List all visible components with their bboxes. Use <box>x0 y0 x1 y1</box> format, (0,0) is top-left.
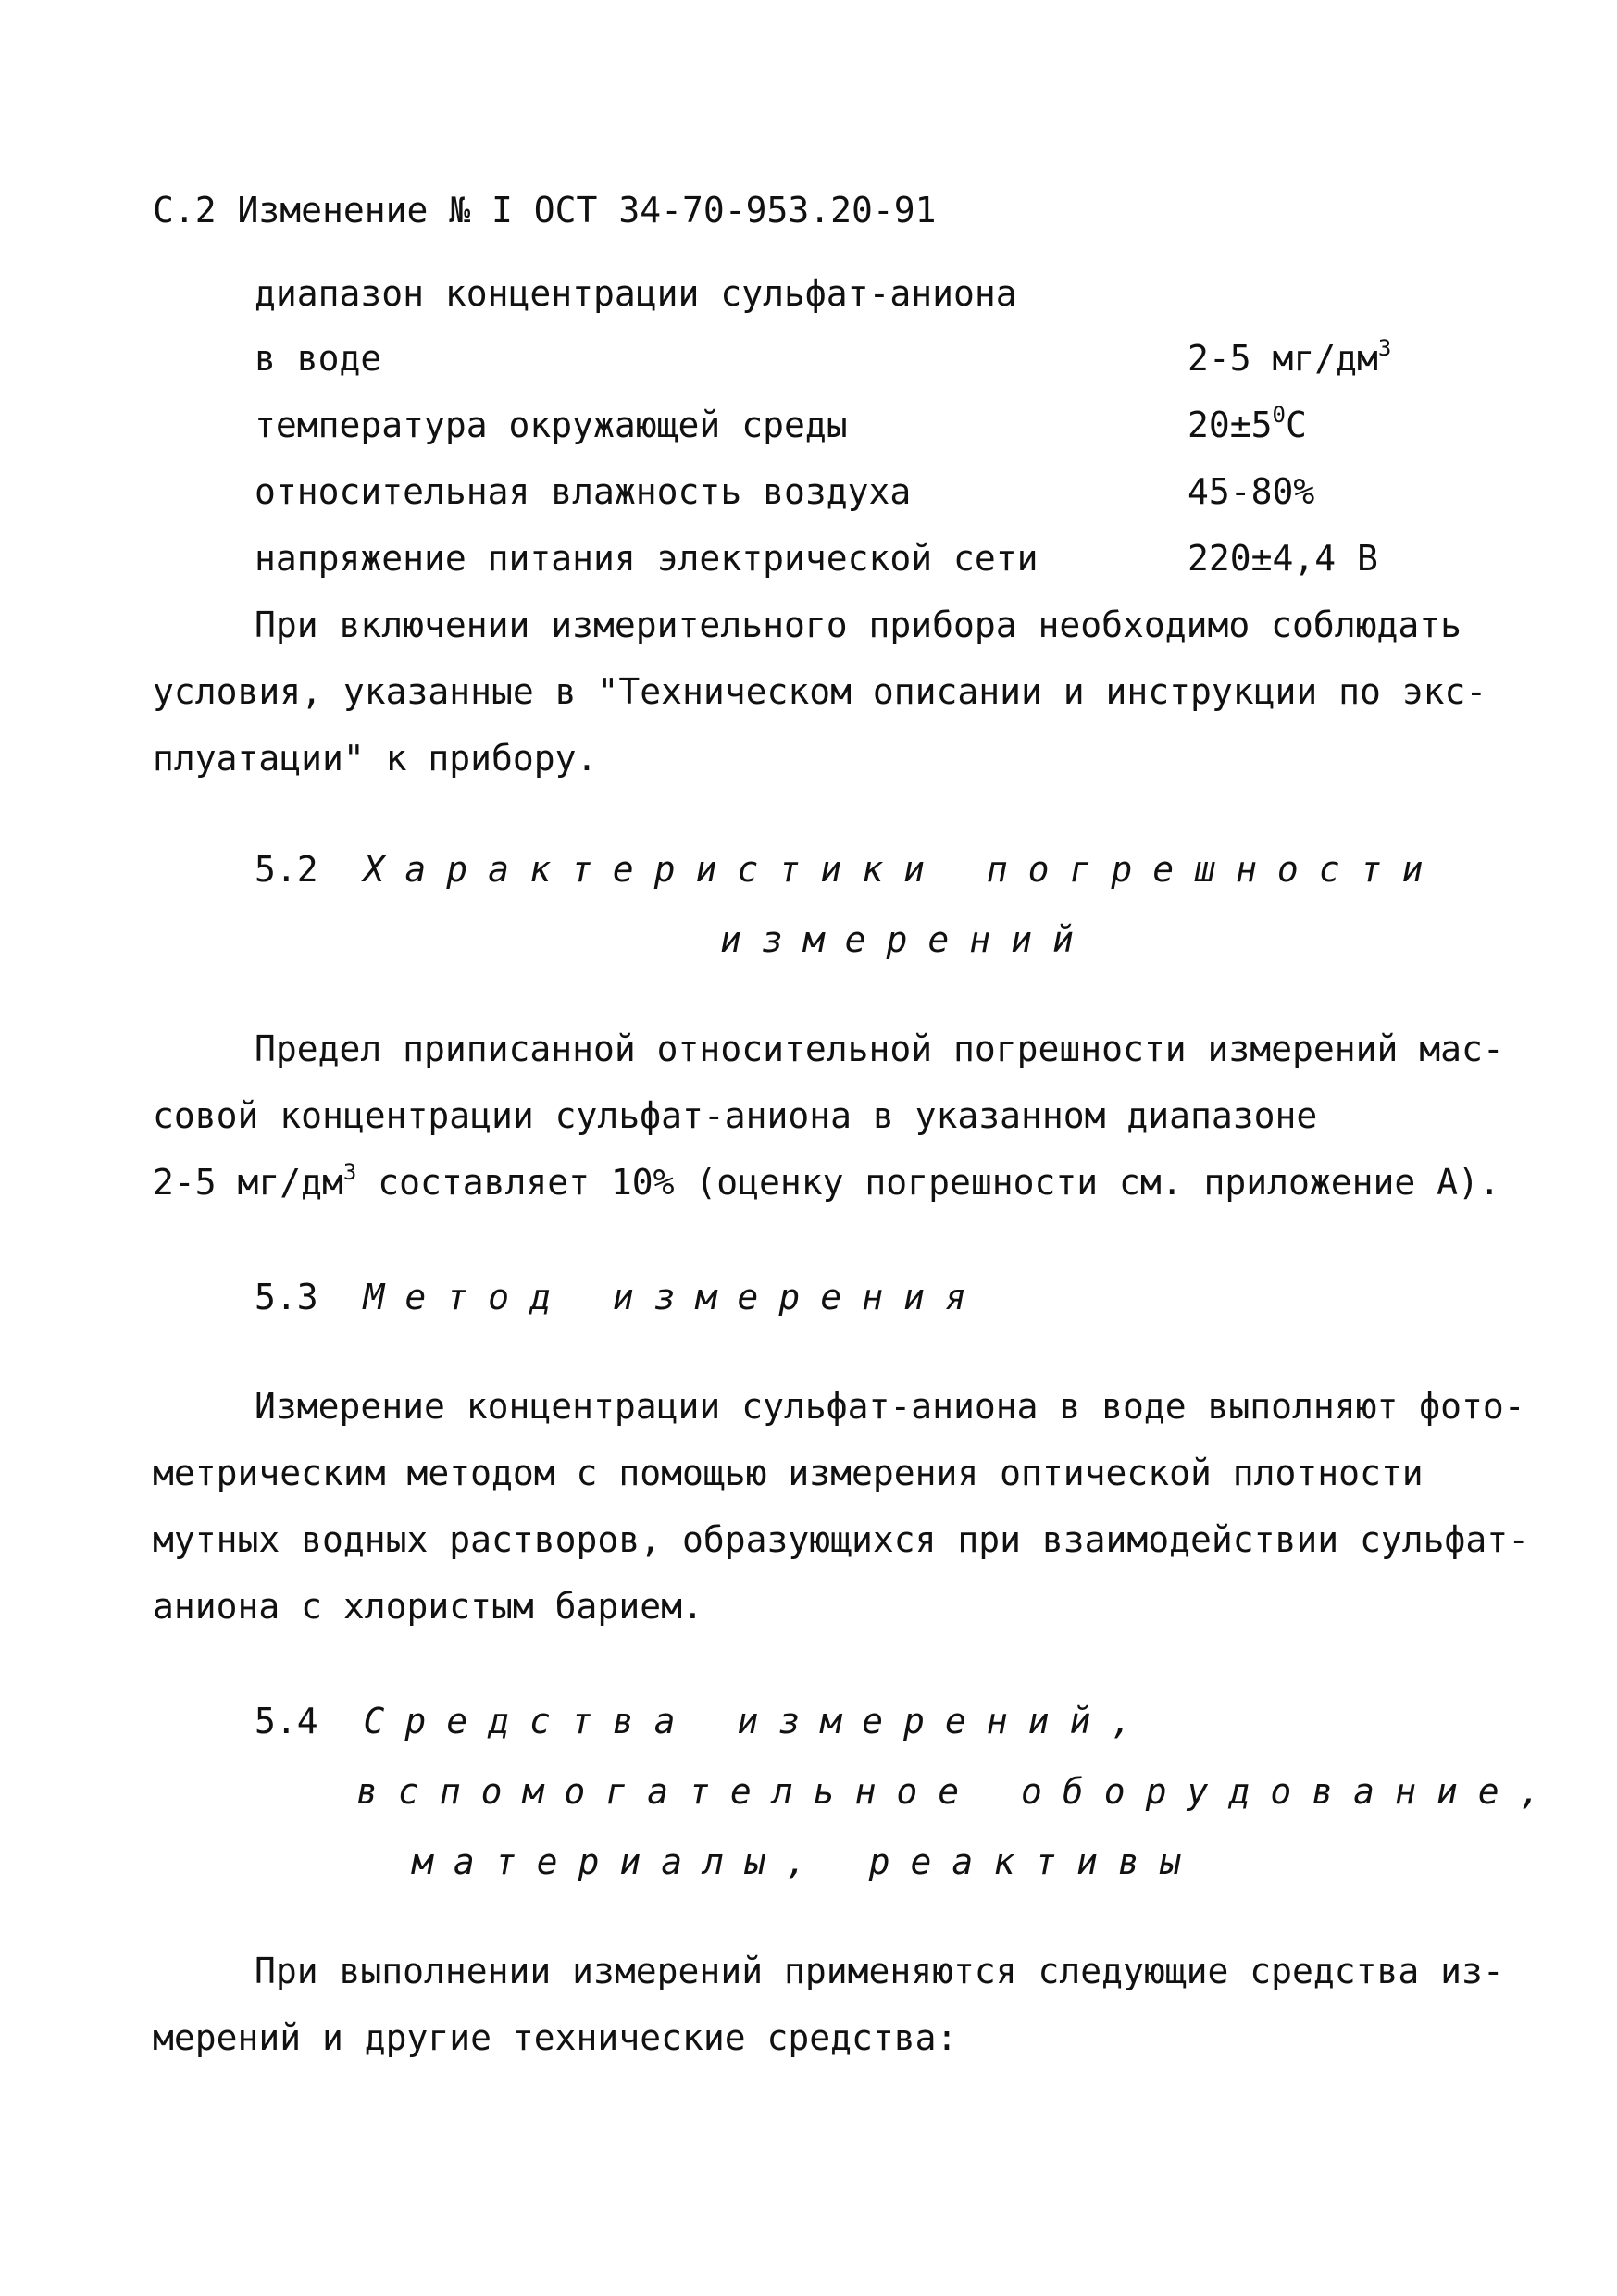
section-5-4-heading <box>255 1703 1152 1739</box>
param-name-voltage: напряжение питания электрической сети <box>255 538 1039 579</box>
param-name-range: диапазон концентрации сульфат-аниона <box>255 273 1017 314</box>
section-5-2-heading <box>255 849 1444 890</box>
param-name-water: в воде <box>255 338 382 379</box>
section-5-2-title-line-1: Характеристики погрешности <box>363 849 1444 890</box>
section-5-3-para-line-4: аниона с хлористым барием. <box>153 1586 703 1627</box>
param-value-temperature: $20\pm 5^0С$ <box>1188 402 1307 445</box>
param-value-voltage: 220±4,4 В <box>1188 538 1378 579</box>
section-5-4-title-line-3: материалы, реактивы <box>412 1841 1201 1882</box>
section-5-4-para-line-2: мерений и другие технические средства: <box>153 2017 958 2058</box>
param-value-range: 2-5 $мг/дм^3$ <box>1188 335 1392 379</box>
section-5-4-title-line-2: вспомогательное оборудование, <box>356 1771 1561 1812</box>
section-5-4-para-line-1: При выполнении измерений применяются следующие средства из- <box>255 1951 1504 1991</box>
page-header: С.2 Изменение № I ОСТ 34-70-953.20-91 <box>153 190 937 231</box>
operation-note-line-3: плуатации" к прибору. <box>153 738 598 779</box>
section-5-2-para-line-1: Предел приписанной относительной погрешности измерений мас- <box>255 1029 1504 1069</box>
section-5-4-number: 5.4 <box>255 1701 318 1741</box>
operation-note-line-2: условия, указанные в "Техническом описании и инструкции по экс- <box>153 671 1487 712</box>
section-5-3-number: 5.3 <box>255 1277 318 1317</box>
param-name-temperature: температура окружающей среды <box>255 405 848 445</box>
param-value-humidity: 45-80% <box>1188 471 1315 512</box>
section-5-3-heading <box>255 1279 987 1315</box>
section-5-3-para-line-3: мутных водных растворов, образующихся при взаимодействии сульфат- <box>153 1519 1530 1560</box>
operation-note-line-1: При включении измерительного прибора необходимо соблюдать <box>255 605 1462 645</box>
section-5-3-para-line-1: Измерение концентрации сульфат-аниона в воде выполняют фото- <box>255 1386 1525 1427</box>
param-name-humidity: относительная влажность воздуха <box>255 471 912 512</box>
section-5-2-number: 5.2 <box>255 849 318 890</box>
section-5-2-para-line-2: совой концентрации сульфат-аниона в указанном диапазоне <box>153 1095 1318 1136</box>
section-5-2-para-line-3: 2-5 $мг/дм^3$ составляет 10% (оценку погрешности см. приложение А). <box>153 1159 1500 1203</box>
section-5-3-para-line-2: метрическим методом с помощью измерения оптической плотности <box>153 1453 1424 1493</box>
section-5-2-title-line-2: измерений <box>720 919 1094 960</box>
section-5-3-title: Метод измерения <box>363 1277 987 1317</box>
section-5-4-title-line-1: Средства измерений, <box>363 1701 1153 1741</box>
